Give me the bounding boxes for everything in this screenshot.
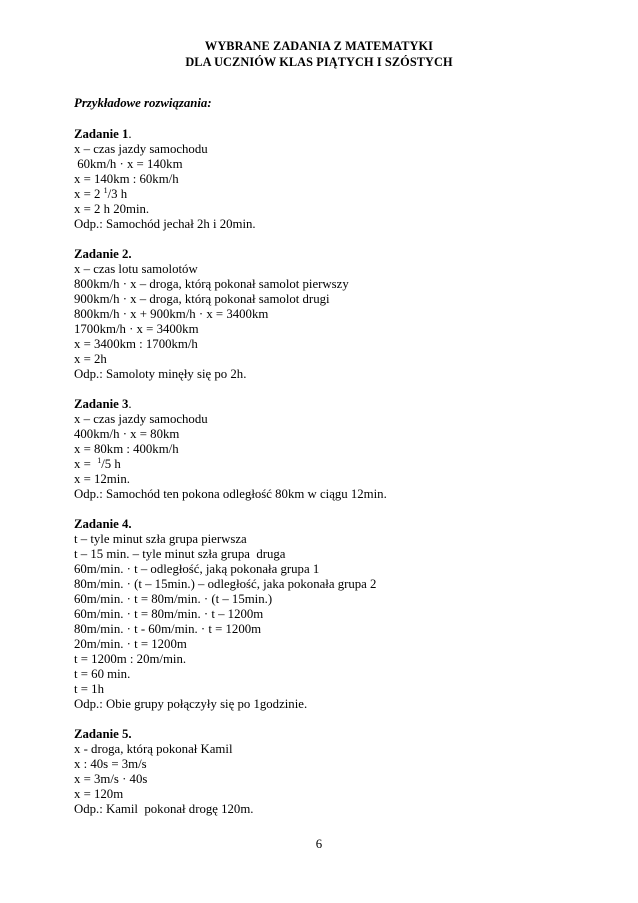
solution-line: x = 2 h 20min.: [74, 202, 150, 216]
solution-line: x = 140km : 60km/h: [74, 172, 179, 186]
solution-line: Odp.: Samochód jechał 2h i 20min.: [74, 217, 256, 231]
solution-line: x – czas jazdy samochodu: [74, 412, 208, 426]
fraction-denominator: /3 h: [107, 187, 128, 201]
task-title: [74, 727, 574, 742]
task-title-suffix: .: [128, 127, 132, 141]
solution-line: [74, 457, 574, 472]
solution-line: t – tyle minut szła grupa pierwsza: [74, 532, 247, 546]
solution-line: 60m/min. · t = 80m/min. · t – 1200m: [74, 607, 264, 621]
solution-line: [74, 187, 574, 202]
solution-line: t = 1200m : 20m/min.: [74, 652, 187, 666]
task-block: [74, 247, 574, 382]
fraction-numerator: 1: [97, 456, 102, 465]
solution-line: x : 40s = 3m/s: [74, 757, 147, 771]
solution-line: Odp.: Obie grupy połączyły się po 1godzinie.: [74, 697, 308, 711]
task-block: [74, 397, 574, 502]
task-title-text: Zadanie 4.: [74, 517, 132, 531]
solution-line: Odp.: Samoloty minęły się po 2h.: [74, 367, 247, 381]
header-title-line-2: DLA UCZNIÓW KLAS PIĄTYCH I SZÓSTYCH: [185, 55, 453, 69]
task-block: [74, 127, 574, 232]
solution-line: 400km/h · x = 80km: [74, 427, 180, 441]
solution-line: t = 1h: [74, 682, 104, 696]
solution-line: 800km/h · x – droga, którą pokonał samolot pierwszy: [74, 277, 349, 291]
solution-line: 80m/min. · (t – 15min.) – odległość, jaka pokonała grupa 2: [74, 577, 377, 591]
task-title-text: Zadanie 1: [74, 127, 129, 141]
task-title: [74, 517, 574, 532]
page-number: 6: [315, 837, 323, 851]
header-title-line-1: WYBRANE ZADANIA Z MATEMATYKI: [204, 39, 434, 53]
fraction-prefix: x = 2: [74, 187, 104, 201]
solution-line: 800km/h · x + 900km/h · x = 3400km: [74, 307, 269, 321]
solution-line: x = 2h: [74, 352, 107, 366]
fraction-denominator: /5 h: [101, 457, 121, 471]
solution-line: x = 3400km : 1700km/h: [74, 337, 198, 351]
solution-line: 80m/min. · t - 60m/min. · t = 1200m: [74, 622, 262, 636]
solution-line: 1700km/h · x = 3400km: [74, 322, 199, 336]
solution-line: x = 120m: [74, 787, 124, 801]
document-body: [74, 96, 574, 832]
solution-line: x = 3m/s · 40s: [74, 772, 148, 786]
task-title-text: Zadanie 2.: [74, 247, 132, 261]
solution-line: 20m/min. · t = 1200m: [74, 637, 187, 651]
fraction-numerator: 1: [103, 186, 108, 195]
task-title-text: Zadanie 3: [74, 397, 129, 411]
solution-line: x – czas lotu samolotów: [74, 262, 198, 276]
task-title: [74, 397, 574, 412]
solution-line: 60m/min. · t – odległość, jaką pokonała grupa 1: [74, 562, 320, 576]
solution-line: 60m/min. · t = 80m/min. · (t – 15min.): [74, 592, 273, 606]
task-list: [74, 127, 574, 817]
solution-line: t = 60 min.: [74, 667, 131, 681]
task-title-suffix: .: [128, 397, 132, 411]
solution-line: x = 80km : 400km/h: [74, 442, 179, 456]
task-block: [74, 727, 574, 817]
fraction-prefix: x =: [74, 457, 98, 471]
document-header: [0, 38, 638, 70]
task-title: [74, 127, 574, 142]
solution-line: Odp.: Samochód ten pokona odległość 80km w ciągu 12min.: [74, 487, 387, 501]
solution-line: t – 15 min. – tyle minut szła grupa druga: [74, 547, 286, 561]
solutions-intro: Przykładowe rozwiązania:: [74, 96, 212, 110]
solution-line: 900km/h · x – droga, którą pokonał samolot drugi: [74, 292, 330, 306]
task-block: [74, 517, 574, 712]
solution-line: x = 12min.: [74, 472, 130, 486]
solution-line: x – czas jazdy samochodu: [74, 142, 208, 156]
task-title: [74, 247, 574, 262]
solution-line: Odp.: Kamil pokonał drogę 120m.: [74, 802, 254, 816]
solution-line: 60km/h · x = 140km: [74, 157, 183, 171]
solution-line: x - droga, którą pokonał Kamil: [74, 742, 233, 756]
task-title-text: Zadanie 5.: [74, 727, 132, 741]
